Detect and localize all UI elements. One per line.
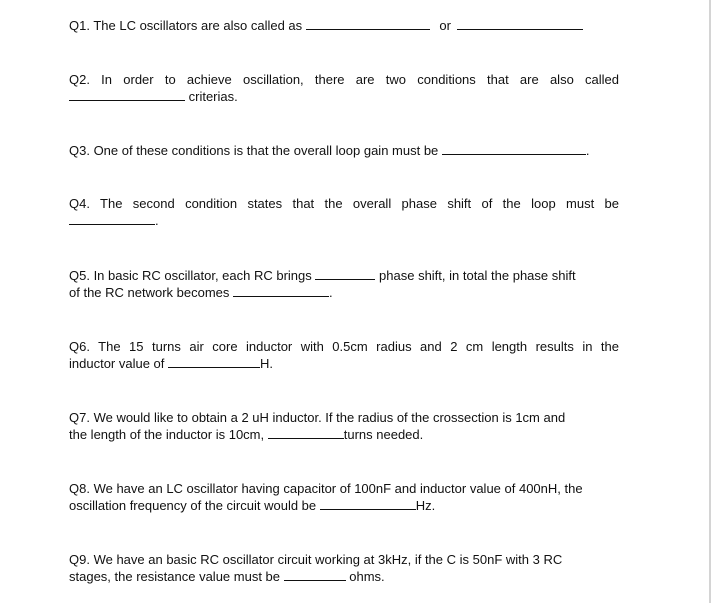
- q4-text: Q4. The second condition states that the overall phase shift of the loop must be: [69, 196, 619, 211]
- question-1: [69, 17, 619, 34]
- q1-or: or: [439, 18, 451, 33]
- q7-text-2: the length of the inductor is 10cm,: [69, 427, 265, 442]
- question-2-line-2: [69, 88, 619, 105]
- q6-text: Q6. The 15 turns air core inductor with 0.5cm radius and 2 cm length results in the: [69, 339, 619, 354]
- q7-text: Q7. We would like to obtain a 2 uH inductor. If the radius of the crossection is 1cm and: [69, 410, 566, 425]
- q5-text-3: of the RC network becomes: [69, 285, 230, 300]
- question-3: [69, 142, 619, 159]
- q7-text-3: turns needed.: [343, 427, 424, 442]
- q4-blank[interactable]: [69, 212, 155, 225]
- question-8: [69, 480, 619, 497]
- q1-blank-2[interactable]: [457, 17, 583, 30]
- q8-blank[interactable]: [320, 497, 416, 510]
- q5-period: .: [329, 285, 333, 300]
- q3-blank[interactable]: [442, 142, 586, 155]
- question-9: [69, 551, 619, 568]
- q9-blank[interactable]: [284, 568, 346, 581]
- q8-unit: Hz.: [415, 498, 436, 513]
- question-5-line-2: [69, 284, 619, 301]
- q4-period: .: [155, 213, 159, 228]
- question-6: [69, 338, 619, 355]
- q2-text-end: criterias.: [188, 89, 238, 104]
- q5-text: Q5. In basic RC oscillator, each RC brings: [69, 268, 312, 283]
- q8-text: Q8. We have an LC oscillator having capacitor of 100nF and inductor value of 400nH, the: [69, 481, 583, 496]
- question-7: [69, 409, 619, 426]
- question-4: [69, 195, 619, 212]
- q5-text-2: phase shift, in total the phase shift: [379, 268, 576, 283]
- q2-blank[interactable]: [69, 88, 185, 101]
- question-2: [69, 71, 619, 88]
- question-5: [69, 267, 619, 284]
- q1-text: Q1. The LC oscillators are also called as: [69, 18, 303, 33]
- q6-text-2: inductor value of: [69, 356, 165, 371]
- q5-blank-1[interactable]: [315, 267, 375, 280]
- q9-unit: ohms.: [349, 569, 385, 584]
- question-6-line-2: [69, 355, 619, 372]
- q9-text: Q9. We have an basic RC oscillator circuit working at 3kHz, if the C is 50nF with 3 RC: [69, 552, 563, 567]
- q7-blank[interactable]: [268, 426, 344, 439]
- question-8-line-2: [69, 497, 619, 514]
- q3-period: .: [585, 143, 590, 158]
- q8-text-2: oscillation frequency of the circuit would be: [69, 498, 317, 513]
- q1-blank-1[interactable]: [306, 17, 430, 30]
- question-9-line-2: [69, 568, 619, 585]
- question-7-line-2: [69, 426, 619, 443]
- q6-unit: H.: [260, 356, 274, 371]
- q3-text: Q3. One of these conditions is that the overall loop gain must be: [69, 143, 439, 158]
- question-4-line-2: [69, 212, 619, 229]
- q2-text: Q2. In order to achieve oscillation, there are two conditions that are also called: [69, 72, 619, 87]
- q9-text-2: stages, the resistance value must be: [69, 569, 281, 584]
- q5-blank-2[interactable]: [233, 284, 329, 297]
- q6-blank[interactable]: [168, 355, 260, 368]
